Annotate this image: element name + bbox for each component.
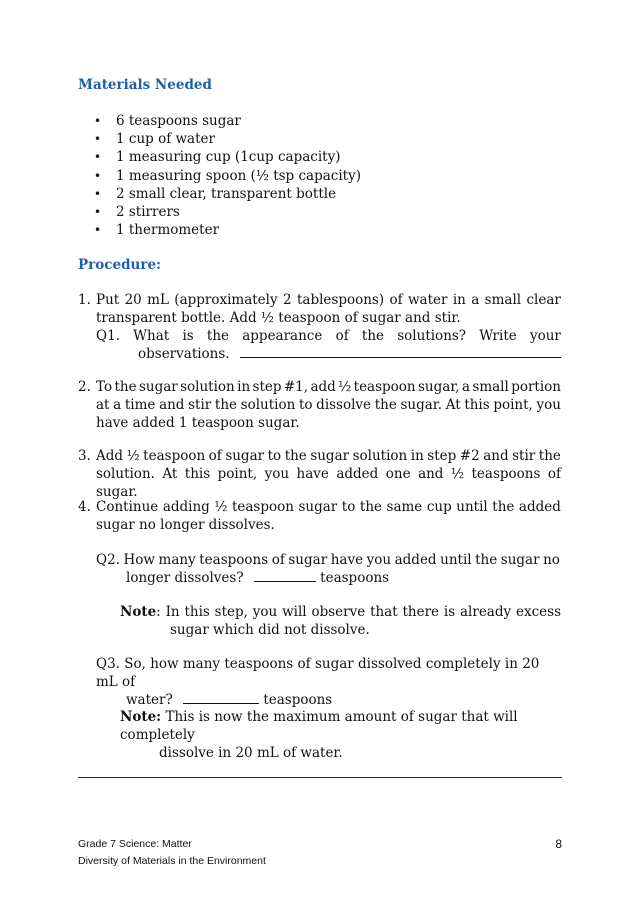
word: of: [335, 328, 349, 344]
word: the: [206, 328, 230, 344]
footer-course-title: Grade 7 Science: Matter: [78, 838, 192, 850]
note-1-label: Note: [120, 604, 157, 620]
word: that: [370, 604, 398, 620]
bullet-icon: •: [94, 204, 102, 219]
word: Put: [96, 292, 120, 308]
word: #2: [459, 448, 480, 464]
word: ½: [338, 379, 352, 395]
word: Q2.: [96, 552, 120, 568]
q3-line-2-prefix: water?: [126, 692, 173, 708]
word: of: [271, 552, 285, 568]
q3-answer-blank: [183, 691, 259, 704]
word: the: [114, 379, 137, 395]
q2-answer-blank: [254, 569, 316, 582]
word: Q1.: [96, 328, 120, 344]
word: sugar: [138, 379, 178, 395]
materials-list-item: [92, 203, 492, 221]
q3-line-2-suffix: teaspoons: [263, 692, 333, 708]
word: step: [252, 379, 282, 395]
word: solution: [180, 379, 235, 395]
word: no: [543, 552, 560, 568]
step-number: 2.: [78, 379, 91, 395]
word: and: [159, 397, 185, 413]
word: water: [407, 292, 448, 308]
bullet-icon: •: [94, 114, 102, 128]
word: 20: [124, 292, 142, 308]
footer-divider: [78, 777, 562, 778]
word: already: [460, 604, 512, 620]
materials-list-item: [92, 185, 492, 203]
word: sugar: [225, 448, 265, 464]
word: the: [359, 499, 382, 515]
word: same: [386, 499, 423, 515]
materials-list-item: [92, 130, 492, 148]
word: stir: [188, 397, 212, 413]
step-number: 4.: [78, 499, 91, 515]
procedure-heading: Procedure:: [78, 257, 162, 273]
word: appearance: [242, 328, 323, 344]
word: small: [484, 292, 522, 308]
bullet-icon: •: [94, 168, 102, 183]
word: Add: [96, 448, 124, 464]
q2-line-1: [96, 551, 560, 569]
note-2-label: Note:: [120, 709, 162, 725]
word: sugar: [310, 448, 350, 464]
word: clear: [526, 292, 561, 308]
note-2-line-1: This is now the maximum amount of sugar that will completely: [120, 709, 518, 743]
word: teaspoons: [199, 552, 269, 568]
word: sugar.: [400, 397, 443, 413]
word: tablespoons): [296, 292, 385, 308]
word: the: [214, 397, 237, 413]
word: the: [361, 328, 385, 344]
word: many: [158, 552, 196, 568]
word: you: [366, 552, 392, 568]
materials-list-item: [92, 112, 492, 130]
word: and: [483, 448, 509, 464]
word: mL: [147, 292, 169, 308]
word: at: [96, 397, 110, 413]
footer-unit-title: Diversity of Materials in the Environment: [78, 855, 266, 867]
q1-line-1: [96, 327, 561, 345]
note-1: [120, 603, 561, 639]
word: sugar,: [418, 379, 460, 395]
step-4: [78, 498, 561, 534]
word: solutions?: [397, 328, 467, 344]
word: a: [471, 292, 480, 308]
materials-item-label: 1 thermometer: [116, 222, 220, 239]
q1-answer-blank: [240, 345, 561, 358]
word: the: [374, 397, 397, 413]
step-3-line-2: solution. At this point, you have added one and ½ teaspoons of sugar.: [96, 466, 561, 500]
step-3: [78, 447, 561, 501]
step-2-line-3: have added 1 teaspoon sugar.: [96, 415, 300, 431]
word: will: [282, 604, 307, 620]
word: a: [113, 397, 122, 413]
word: have: [330, 552, 364, 568]
word: you: [536, 397, 561, 413]
word: the: [538, 448, 561, 464]
materials-item-label: 2 small clear, transparent bottle: [116, 185, 337, 202]
step-4-line-1: [96, 498, 561, 516]
step-3-line-1: [96, 447, 561, 465]
word: added: [518, 499, 561, 515]
word: Write: [479, 328, 517, 344]
word: #1,: [283, 379, 309, 395]
word: add: [310, 379, 336, 395]
word: in: [237, 379, 251, 395]
word: the: [284, 448, 307, 464]
word: portion: [511, 379, 561, 395]
word: observe: [311, 604, 366, 620]
word: added: [394, 552, 437, 568]
step-2: [78, 378, 561, 432]
word: the: [492, 499, 515, 515]
word: sugar: [288, 552, 328, 568]
bullet-icon: •: [94, 132, 102, 147]
note-2: [120, 708, 565, 762]
materials-item-label: 2 stirrers: [116, 203, 180, 220]
word: to: [298, 397, 313, 413]
word: time: [124, 397, 156, 413]
note-1-line-2: sugar which did not dissolve.: [170, 622, 370, 638]
step-1: [78, 291, 561, 363]
word: sugar: [298, 499, 338, 515]
step-1-line-1: [96, 291, 561, 309]
bullet-icon: •: [94, 186, 102, 201]
step-1-line-2: transparent bottle. Add ½ teaspoon of sugar and stir.: [96, 310, 461, 326]
word: your: [529, 328, 561, 344]
word: (approximately: [174, 292, 278, 308]
word: the: [475, 552, 498, 568]
word: in: [452, 292, 466, 308]
word: teaspoon: [231, 499, 294, 515]
word: solution: [240, 397, 296, 413]
word: How: [123, 552, 155, 568]
word: is: [182, 328, 194, 344]
page-number: 8: [555, 837, 562, 851]
word: teaspoon: [353, 379, 416, 395]
word: teaspoon: [143, 448, 206, 464]
word: small: [472, 379, 509, 395]
bullet-icon: •: [94, 150, 102, 165]
word: to: [267, 448, 282, 464]
q3-line-1: Q3. So, how many teaspoons of sugar dissolved completely in 20 mL of: [96, 656, 540, 690]
materials-item-label: 1 cup of water: [116, 131, 215, 148]
word: of: [389, 292, 403, 308]
step-number: 1.: [78, 292, 91, 308]
materials-list-item: [92, 221, 492, 239]
word: What: [133, 328, 170, 344]
word: In: [165, 604, 180, 620]
word: you: [252, 604, 278, 620]
footer-left: [78, 836, 266, 870]
word: this: [184, 604, 210, 620]
step-2-line-2: [96, 396, 561, 414]
word: ½: [214, 499, 228, 515]
step-4-line-2: sugar no longer dissolves.: [96, 517, 275, 533]
word: Continue: [96, 499, 159, 515]
word: :: [156, 604, 161, 620]
word: solution: [352, 448, 408, 464]
step-number: 3.: [78, 448, 91, 464]
question-2: [96, 551, 560, 587]
q2-line-2-prefix: longer dissolves?: [126, 570, 244, 586]
materials-item-label: 1 measuring cup (1cup capacity): [116, 149, 341, 166]
materials-list-item: [92, 167, 492, 185]
word: At: [445, 397, 461, 413]
word: cup: [426, 499, 452, 515]
word: is: [443, 604, 456, 620]
word: step: [427, 448, 457, 464]
word: until: [440, 552, 472, 568]
bullet-icon: •: [94, 223, 102, 238]
note-2-line-2: dissolve in 20 mL of water.: [159, 745, 343, 761]
word: stir: [512, 448, 536, 464]
materials-item-label: 6 teaspoons sugar: [116, 113, 241, 129]
q2-line-2-suffix: teaspoons: [320, 570, 390, 586]
word: dissolve: [316, 397, 372, 413]
word: until: [456, 499, 488, 515]
word: step,: [214, 604, 248, 620]
word: this: [464, 397, 490, 413]
word: to: [341, 499, 356, 515]
step-2-line-1: [96, 378, 561, 396]
materials-heading: Materials Needed: [78, 77, 212, 93]
word: 2: [283, 292, 292, 308]
materials-list: [92, 112, 492, 239]
word: point,: [493, 397, 533, 413]
materials-item-label: 1 measuring spoon (½ tsp capacity): [116, 167, 361, 184]
q1-observations-label: observations.: [138, 346, 230, 362]
word: excess: [515, 604, 561, 620]
word: a: [461, 379, 471, 395]
word: ½: [126, 448, 140, 464]
word: To: [96, 379, 113, 395]
word: in: [410, 448, 424, 464]
word: sugar: [500, 552, 540, 568]
question-3: [96, 655, 560, 709]
materials-list-item: [92, 148, 492, 166]
word: there: [402, 604, 440, 620]
word: adding: [162, 499, 210, 515]
note-1-line-1: [156, 603, 561, 621]
word: of: [208, 448, 222, 464]
